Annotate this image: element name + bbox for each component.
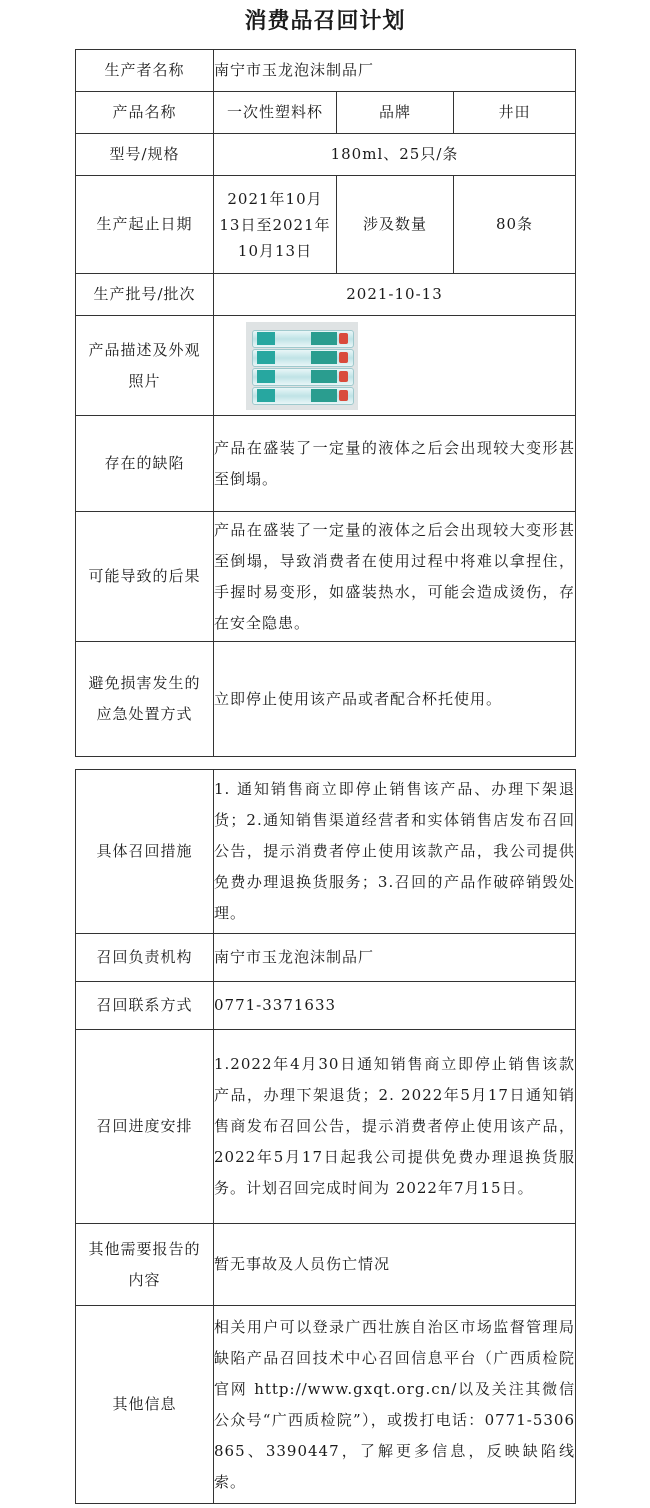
product-info-table	[75, 49, 576, 757]
model-label: 型号/规格	[76, 134, 214, 176]
batch-value: 2021-10-13	[214, 274, 576, 316]
recall-measures-label: 具体召回措施	[76, 770, 214, 934]
photo-label-line: 产品描述及外观	[88, 340, 201, 359]
production-dates-value	[214, 176, 337, 274]
other-report-label-line: 其他需要报告的	[88, 1239, 201, 1258]
other-info-value: 相关用户可以登录广西壮族自治区市场监督管理局缺陷产品召回技术中心召回信息平台（广西质检院官网 http://www.gxqt.org.cn/以及关注其微信公众号“广西质检院”），或拨打电话：0771-5306865、3390447，了解更多信息，反映缺陷线索。	[214, 1306, 576, 1504]
other-report-label-line: 内容	[128, 1270, 161, 1289]
emergency-label-line: 应急处置方式	[96, 705, 193, 723]
emergency-value: 立即停止使用该产品或者配合杯托使用。	[214, 642, 576, 757]
photo-label	[76, 316, 214, 416]
production-dates-line: 10月13日	[237, 241, 313, 260]
other-info-label: 其他信息	[76, 1306, 214, 1504]
defect-value: 产品在盛装了一定量的液体之后会出现较大变形甚至倒塌。	[214, 416, 576, 512]
production-dates-line: 13日至2021年	[219, 215, 331, 234]
page-title: 消费品召回计划	[244, 8, 406, 34]
manufacturer-value: 南宁市玉龙泡沫制品厂	[214, 50, 576, 92]
other-report-label	[76, 1224, 214, 1306]
recall-schedule-label: 召回进度安排	[76, 1030, 214, 1224]
product-name-value: 一次性塑料杯	[214, 92, 337, 134]
consequence-label: 可能导致的后果	[76, 512, 214, 642]
other-report-value: 暂无事故及人员伤亡情况	[214, 1224, 576, 1306]
photo-label-line: 照片	[128, 371, 161, 390]
recall-contact-label: 召回联系方式	[76, 982, 214, 1030]
defect-label: 存在的缺陷	[76, 416, 214, 512]
quantity-value: 80条	[454, 176, 576, 274]
consequence-value: 产品在盛装了一定量的液体之后会出现较大变形甚至倒塌，导致消费者在使用过程中将难以拿捏住，手握时易变形，如盛装热水，可能会造成烫伤，存在安全隐患。	[214, 512, 576, 642]
brand-label: 品牌	[337, 92, 454, 134]
emergency-label	[76, 642, 214, 757]
batch-label: 生产批号/批次	[76, 274, 214, 316]
product-name-label: 产品名称	[76, 92, 214, 134]
recall-org-value: 南宁市玉龙泡沫制品厂	[214, 934, 576, 982]
recall-contact-value: 0771-3371633	[214, 982, 576, 1030]
recall-plan-table	[75, 769, 576, 1504]
product-photo	[246, 322, 358, 410]
quantity-label: 涉及数量	[337, 176, 454, 274]
production-dates-label: 生产起止日期	[76, 176, 214, 274]
manufacturer-label: 生产者名称	[76, 50, 214, 92]
product-photo-cell	[214, 316, 576, 416]
model-value: 180ml、25只/条	[214, 134, 576, 176]
emergency-label-line: 避免损害发生的	[88, 674, 201, 692]
brand-value: 井田	[454, 92, 576, 134]
recall-schedule-value: 1.2022年4月30日通知销售商立即停止销售该款产品，办理下架退货；2. 2022年5月17日通知销售商发布召回公告，提示消费者停止使用该产品，2022年5月17日起我公司提供免费办理退换货服务。计划召回完成时间为 2022年7月15日。	[214, 1030, 576, 1224]
recall-measures-value: 1. 通知销售商立即停止销售该产品、办理下架退货；2.通知销售渠道经营者和实体销售店发布召回公告，提示消费者停止使用该款产品，我公司提供免费办理退换货服务；3.召回的产品作破碎销毁处理。	[214, 770, 576, 934]
production-dates-line: 2021年10月	[227, 189, 323, 208]
recall-org-label: 召回负责机构	[76, 934, 214, 982]
